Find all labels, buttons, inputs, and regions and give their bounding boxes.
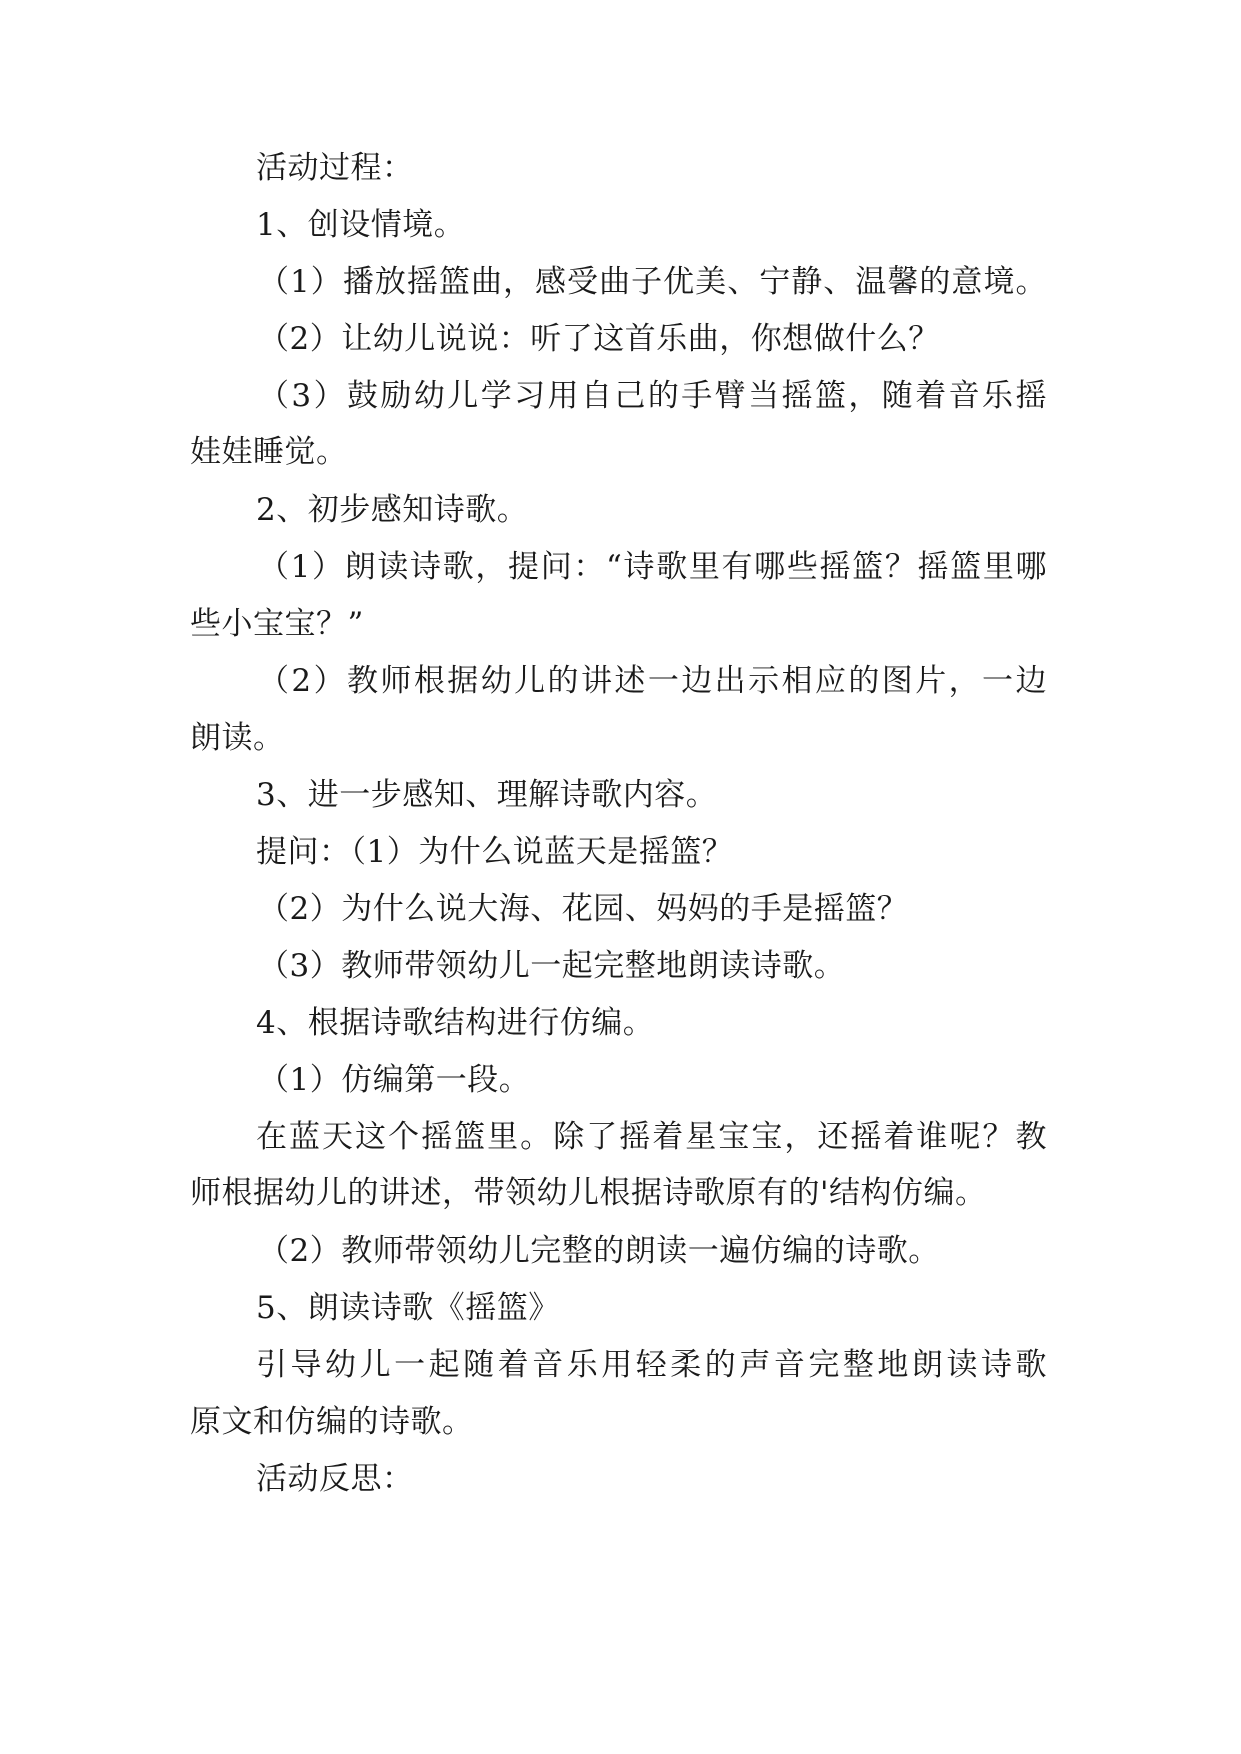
step-heading-1: 1、创设情境。 [256,207,466,243]
paragraph-line: （3）教师带领幼儿一起完整地朗读诗歌。 [258,948,846,984]
paragraph-line: 原文和仿编的诗歌。 [190,1404,474,1440]
paragraph-line: （2）为什么说大海、花园、妈妈的手是摇篮？ [258,891,909,927]
paragraph-line: （2）让幼儿说说：听了这首乐曲，你想做什么？ [258,321,940,357]
step-heading-3: 3、进一步感知、理解诗歌内容。 [256,777,718,813]
paragraph-line: （1）朗读诗歌，提问：“诗歌里有哪些摇篮？摇篮里哪 [258,549,1047,585]
paragraph-line: 些小宝宝？” [190,606,364,642]
paragraph-line: 提问：（1）为什么说蓝天是摇篮？ [256,834,734,870]
section-heading-reflection: 活动反思： [256,1461,414,1497]
paragraph-line: （2）教师带领幼儿完整的朗读一遍仿编的诗歌。 [258,1233,940,1269]
section-heading-process: 活动过程： [256,150,414,186]
step-heading-4: 4、根据诗歌结构进行仿编。 [256,1005,655,1041]
paragraph-line: 在蓝天这个摇篮里。除了摇着星宝宝，还摇着谁呢？教 [256,1119,1047,1155]
paragraph-line: 朗读。 [190,720,285,756]
paragraph-line: （1）仿编第一段。 [258,1062,531,1098]
step-heading-2: 2、初步感知诗歌。 [256,492,529,528]
paragraph-line: 引导幼儿一起随着音乐用轻柔的声音完整地朗读诗歌 [256,1347,1047,1383]
step-heading-5: 5、朗读诗歌《摇篮》 [256,1290,560,1326]
paragraph-line: （3）鼓励幼儿学习用自己的手臂当摇篮，随着音乐摇 [258,378,1047,414]
paragraph-line: （2）教师根据幼儿的讲述一边出示相应的图片，一边 [258,663,1047,699]
paragraph-line: （1）播放摇篮曲，感受曲子优美、宁静、温馨的意境。 [258,264,1047,300]
paragraph-line: 师根据幼儿的讲述，带领幼儿根据诗歌原有的'结构仿编。 [190,1175,987,1211]
paragraph-line: 娃娃睡觉。 [190,434,348,470]
